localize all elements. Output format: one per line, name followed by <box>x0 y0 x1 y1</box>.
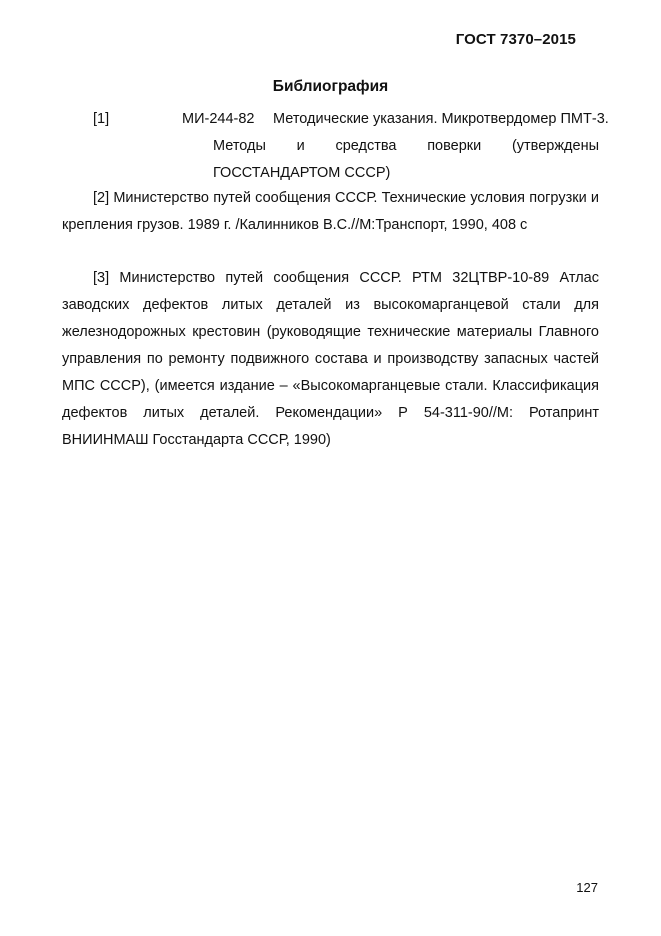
reference-2-text: [2] Министерство путей сообщения СССР. Технические условия погрузки и крепления грузов. 1989 г. /Калинников В.С.//М:Транспорт, 1990, 408 с <box>62 190 599 233</box>
reference-1-number: [1] <box>93 111 110 127</box>
reference-item-1 <box>62 106 609 187</box>
reference-1-continuation <box>213 133 599 187</box>
reference-1-code: МИ-244-82 <box>182 111 255 127</box>
reference-1-first-line <box>62 106 609 133</box>
reference-1-line-1: Методические указания. Микротвердомер ПМТ-3. <box>273 111 609 127</box>
reference-3-text: [3] Министерство путей сообщения СССР. РТМ 32ЦТВР-10-89 Атлас заводских дефектов литых деталей из высокомарганцевой стали для железнодорожных крестовин (руководящие технические материалы Главного управления по ремонту подвижного состава и производству запасных частей МПС СССР), (имеется издание – «Высокомарганцевые стали. Классификация дефектов литых деталей. Рекомендации» Р 54-311-90//М: Ротапринт ВНИИНМАШ Госстандарта СССР, 1990) <box>62 270 599 448</box>
reference-item-3 <box>62 265 599 454</box>
reference-1-line-2: Методы и средства поверки (утверждены <box>213 138 599 154</box>
standard-code: ГОСТ 7370–2015 <box>455 31 576 48</box>
reference-1-line-3: ГОССТАНДАРТОМ СССР) <box>213 165 391 181</box>
reference-item-2 <box>62 185 599 239</box>
page-number: 127 <box>576 880 598 895</box>
page-title: Библиография <box>272 78 389 95</box>
